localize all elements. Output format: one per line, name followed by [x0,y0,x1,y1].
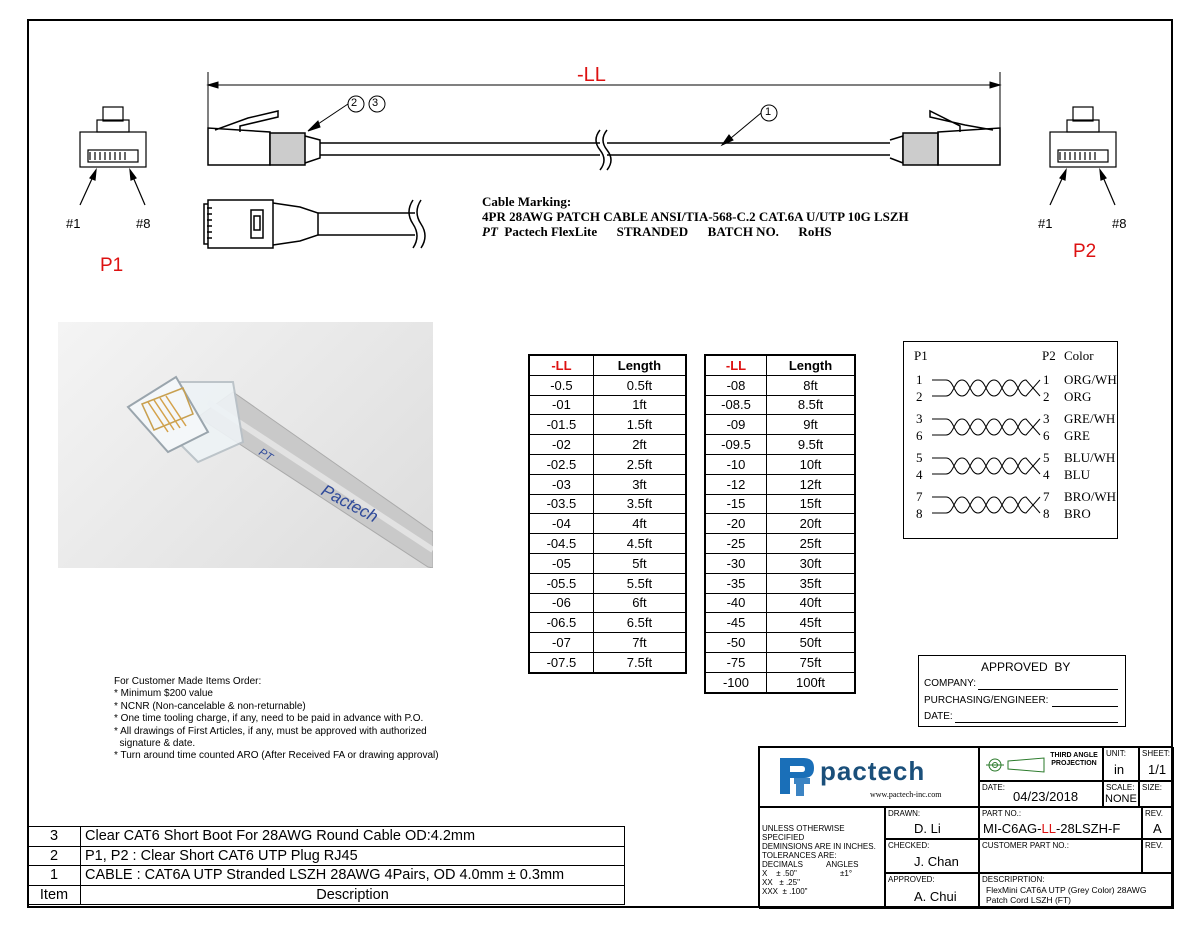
wire-p2-header: P2 [1042,348,1056,363]
callout-2: 2 [351,97,358,109]
wire-color-b: BLU [1064,467,1090,482]
cable-drawing [0,0,1200,320]
rev-label: REV. [1145,809,1163,818]
ll-code: -03.5 [529,494,593,514]
checked-cell [885,839,979,873]
ll-code: -02.5 [529,454,593,474]
col-length: Length [593,355,686,375]
length-row [705,474,855,494]
ll-code: -09.5 [705,435,766,455]
ll-code: -05.5 [529,573,593,593]
length-row [529,593,686,613]
brand-abbrev: PT [482,224,498,239]
ll-code: -35 [705,573,766,593]
length-row [705,435,855,455]
photo-cable-print: Pactech [318,480,382,527]
rev-value: A [1153,821,1162,836]
ll-code: -10 [705,454,766,474]
bom-row [28,846,625,866]
length-row [529,534,686,554]
tol-xx: XX ± .25" [762,878,800,887]
ll-code: -12 [705,474,766,494]
note-line: * One time tooling charge, if any, need to be paid in advance with P.O. [114,713,424,725]
cable-marking-line2 [482,224,909,239]
pin1-label-p1: #1 [66,216,81,231]
sheet-label: SHEET: [1142,749,1171,758]
length-row [529,494,686,514]
part-no-value [983,821,1120,836]
length-value: 8.5ft [766,395,855,415]
wire-color-a: GRE/WH [1064,411,1116,426]
length-row [705,454,855,474]
length-row [705,633,855,653]
length-row [705,652,855,672]
ll-code: -03 [529,474,593,494]
ll-code: -40 [705,593,766,613]
description-line2: Patch Cord LSZH (FT) [986,895,1072,905]
right-plug-side [890,111,1000,165]
ll-code: -08.5 [705,395,766,415]
length-value: 9ft [766,415,855,435]
length-value: 15ft [766,494,855,514]
pin-right-b: 2 [1043,389,1050,404]
length-value: 6ft [593,593,686,613]
length-value: 3.5ft [593,494,686,514]
tol-decimals: DECIMALS [762,860,803,869]
note-line: * All drawings of First Articles, if any, must be approved with authorized [114,725,427,737]
bom-header-desc: Description [81,885,625,905]
length-row [705,494,855,514]
customer-notes [114,676,439,763]
drawn-label: DRAWN: [888,809,921,818]
ll-code: -04.5 [529,534,593,554]
pin-right-b: 4 [1043,467,1050,482]
length-value: 10ft [766,454,855,474]
tol-xxx: XXX ± .100" [762,887,808,896]
scale-cell [1103,781,1139,807]
length-row [529,435,686,455]
bom-item-no: 3 [28,827,81,847]
approved-value: A. Chui [914,889,957,904]
tol-line2: DEMINSIONS ARE IN INCHES. [762,842,876,851]
size-label: SIZE: [1142,783,1163,792]
length-row [529,652,686,672]
length-value: 35ft [766,573,855,593]
approved-cell [885,873,979,909]
length-value: 8ft [766,375,855,395]
length-row [705,613,855,633]
cable-marking-line1: 4PR 28AWG PATCH CABLE ANSI/TIA-568-C.2 CAT.6A U/UTP 10G LSZH [482,209,909,224]
length-value: 0.5ft [593,375,686,395]
scale-label: SCALE: [1106,783,1135,792]
pin-left-b: 8 [916,506,923,521]
tol-line1: UNLESS OTHERWISE SPECIFIED [762,824,845,842]
length-row [705,415,855,435]
pin-left-a: 5 [916,450,923,465]
callout-1: 1 [765,106,772,118]
length-row [705,593,855,613]
length-value: 7.5ft [593,652,686,672]
length-row [705,573,855,593]
pin-left-b: 4 [916,467,923,482]
col-ll: -LL [529,355,593,375]
logo-text: pactech [820,756,926,786]
length-row [529,375,686,395]
length-row [705,553,855,573]
photo-cable-logo: PT [256,446,275,464]
length-label: -LL [577,64,606,86]
length-row [705,534,855,554]
length-value: 1ft [593,395,686,415]
wire-color-a: BRO/WH [1064,489,1116,504]
pin-right-a: 3 [1043,411,1050,426]
pin1-label-p2: #1 [1038,216,1053,231]
bom-description: Clear CAT6 Short Boot For 28AWG Round Cable OD:4.2mm [81,827,625,847]
checked-label: CHECKED: [888,841,930,850]
length-row [529,553,686,573]
length-value: 5.5ft [593,573,686,593]
ll-code: -07.5 [529,652,593,672]
right-plug-front [1050,107,1116,205]
wiring-diagram [903,341,1118,539]
pin-left-a: 1 [916,372,923,387]
rev2-cell [1142,839,1174,873]
length-table-right [704,354,856,694]
description-line1: FlexMini CAT6A UTP (Grey Color) 28AWG [986,885,1147,895]
unit-label: UNIT: [1106,749,1126,758]
length-value: 20ft [766,514,855,534]
wire-p1-header: P1 [914,348,928,363]
length-value: 100ft [766,672,855,692]
bom-description: CABLE : CAT6A UTP Stranded LSZH 28AWG 4Pairs, OD 4.0mm ± 0.3mm [81,866,625,886]
unit-value: in [1114,762,1125,777]
pin-left-a: 3 [916,411,923,426]
length-row [529,613,686,633]
ll-code: -04 [529,514,593,534]
approval-company: COMPANY: [924,678,977,689]
ll-code: -01.5 [529,415,593,435]
rev2-label: REV. [1145,841,1163,850]
tol-line3: TOLERANCES ARE: [762,851,837,860]
notes-title: For Customer Made Items Order: [114,676,262,687]
tol-angle-value: ±1° [840,869,853,878]
ll-code: -0.5 [529,375,593,395]
length-row [529,474,686,494]
bom-item-no: 1 [28,866,81,886]
length-row [529,633,686,653]
bom-header-item: Item [28,885,81,905]
date-value: 04/23/2018 [1013,789,1079,804]
length-value: 6.5ft [593,613,686,633]
wire-color-a: ORG/WH [1064,372,1117,387]
purchasing-line [1052,706,1118,707]
pin-left-b: 2 [916,389,923,404]
length-row [529,454,686,474]
logo-cell [759,747,979,807]
projection-cell [979,747,1103,781]
approval-purchasing: PURCHASING/ENGINEER: [924,695,1049,706]
tol-x: X ± .50" [762,869,797,878]
callout-3: 3 [372,97,379,109]
description-cell [979,873,1174,909]
pin8-label-p1: #8 [136,216,151,231]
length-value: 40ft [766,593,855,613]
rev-cell [1142,807,1174,839]
length-value: 4ft [593,514,686,534]
cable-marking [482,194,909,239]
size-cell [1139,781,1174,807]
col-ll: -LL [705,355,766,375]
length-row [705,514,855,534]
length-value: 25ft [766,534,855,554]
pin-right-b: 8 [1043,506,1050,521]
approved-label: APPROVED: [888,875,935,884]
ll-code: -06.5 [529,613,593,633]
left-plug-side [208,111,890,170]
ll-code: -30 [705,553,766,573]
plug-top-view [204,200,425,248]
approval-title: APPROVED BY [981,660,1071,674]
pin-right-a: 5 [1043,450,1050,465]
customer-part-cell [979,839,1142,873]
length-value: 12ft [766,474,855,494]
pin-left-b: 6 [916,428,923,443]
length-value: 9.5ft [766,435,855,455]
ll-code: -08 [705,375,766,395]
projection-text: THIRD ANGLE PROJECTION [1050,752,1098,767]
bom-table [27,826,625,905]
length-value: 2ft [593,435,686,455]
product-photo [58,322,433,568]
p2-label: P2 [1073,241,1097,262]
wire-color-a: BLU/WH [1064,450,1116,465]
note-line: signature & date. [114,738,196,750]
pin-right-a: 1 [1043,372,1050,387]
note-line: * Minimum $200 value [114,688,213,700]
length-value: 5ft [593,553,686,573]
length-table-left [528,354,687,674]
note-line: * Turn around time counted ARO (After Received FA or drawing approval) [114,750,439,762]
ll-code: -20 [705,514,766,534]
date-line [955,722,1118,723]
wire-color-b: GRE [1064,428,1090,443]
length-row [705,395,855,415]
title-block [758,746,1173,908]
part-no-cell [979,807,1142,839]
ll-code: -50 [705,633,766,653]
part-no-label: PART NO.: [982,809,1022,818]
description-label: DESCRIPRTION: [982,875,1045,884]
bom-row [28,827,625,847]
cable-marking-rest: Pactech FlexLite STRANDED BATCH NO. RoHS [504,224,832,239]
logo-url: www.pactech-inc.com [870,790,942,799]
approval-box [918,655,1126,727]
date-cell [979,781,1103,807]
company-line [978,689,1118,690]
length-row [529,573,686,593]
length-value: 3ft [593,474,686,494]
pin-right-b: 6 [1043,428,1050,443]
tolerance-cell [759,807,885,909]
part-no-prefix: MI-C6AG- [983,821,1042,836]
length-value: 1.5ft [593,415,686,435]
customer-part-label: CUSTOMER PART NO.: [982,841,1069,850]
part-no-length: LL [1041,821,1056,836]
ll-code: -45 [705,613,766,633]
length-row [529,415,686,435]
ll-code: -75 [705,652,766,672]
unit-cell [1103,747,1139,781]
sheet-cell [1139,747,1174,781]
part-no-suffix: -28LSZH-F [1055,821,1121,836]
length-value: 75ft [766,652,855,672]
scale-value: NONE [1105,793,1137,805]
wire-color-b: ORG [1064,389,1092,404]
approval-date: DATE: [924,711,953,722]
ll-code: -100 [705,672,766,692]
pactech-logo-icon [774,754,818,798]
col-length: Length [766,355,855,375]
date-label: DATE: [982,783,1005,792]
ll-code: -01 [529,395,593,415]
length-row [705,375,855,395]
bom-row [28,866,625,886]
drawn-value: D. Li [914,821,941,836]
projection-symbol-icon [986,756,1046,774]
length-value: 2.5ft [593,454,686,474]
drawn-cell [885,807,979,839]
length-row [529,514,686,534]
pin8-label-p2: #8 [1112,216,1127,231]
checked-value: J. Chan [914,854,959,869]
ll-code: -15 [705,494,766,514]
left-plug-front [80,107,146,205]
length-value: 50ft [766,633,855,653]
ll-code: -09 [705,415,766,435]
cable-marking-title: Cable Marking: [482,194,572,209]
length-value: 45ft [766,613,855,633]
wire-color-header: Color [1064,348,1094,363]
ll-code: -02 [529,435,593,455]
sheet-value: 1/1 [1148,762,1167,777]
ll-code: -07 [529,633,593,653]
pin-right-a: 7 [1043,489,1050,504]
note-line: * NCNR (Non-cancelable & non-returnable) [114,700,306,712]
bom-item-no: 2 [28,846,81,866]
p1-label: P1 [100,255,124,276]
bom-description: P1, P2 : Clear Short CAT6 UTP Plug RJ45 [81,846,625,866]
length-value: 7ft [593,633,686,653]
ll-code: -06 [529,593,593,613]
length-row [529,395,686,415]
length-value: 30ft [766,553,855,573]
wire-color-b: BRO [1064,506,1091,521]
length-value: 4.5ft [593,534,686,554]
ll-code: -05 [529,553,593,573]
tol-angles: ANGLES [826,860,859,869]
ll-code: -25 [705,534,766,554]
pin-left-a: 7 [916,489,923,504]
length-row [705,672,855,692]
